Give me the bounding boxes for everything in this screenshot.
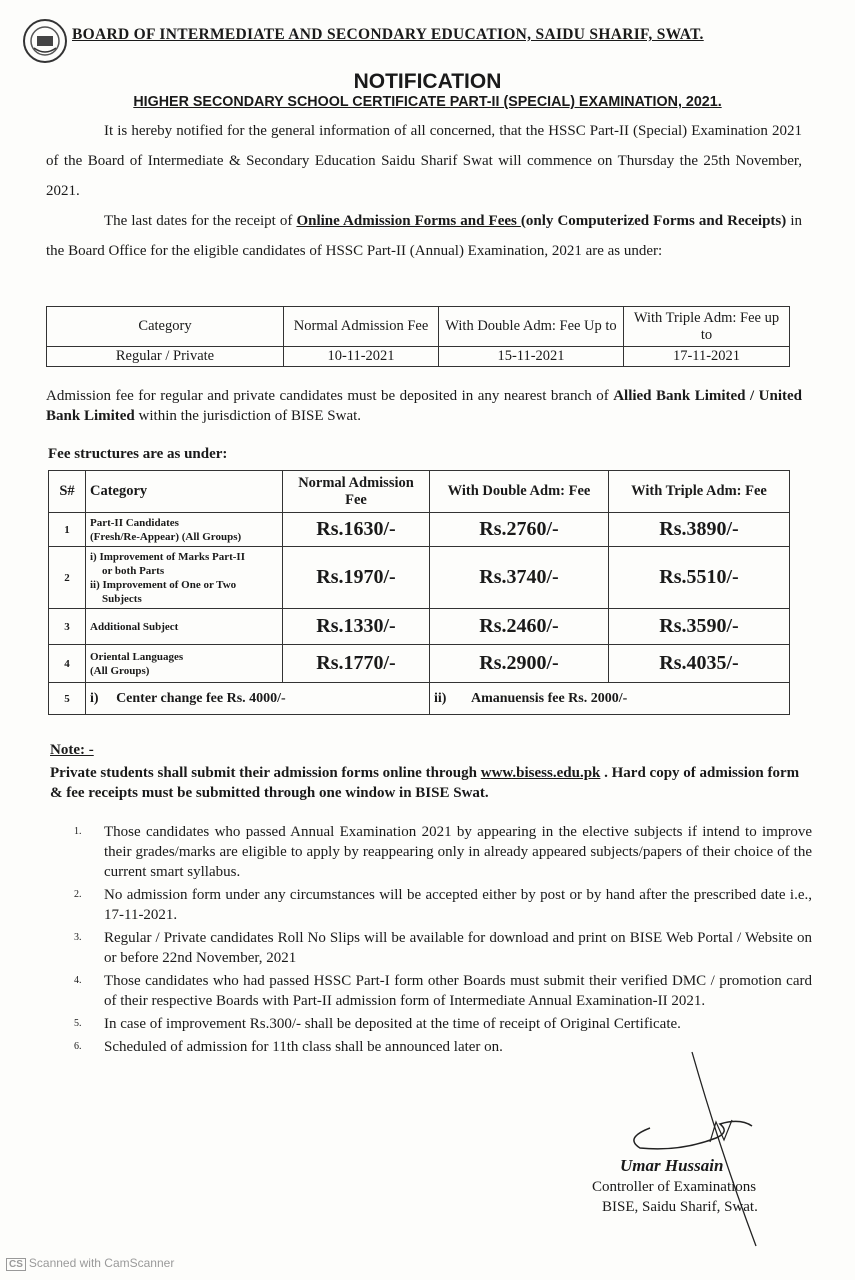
fee-normal: Rs.1330/- <box>283 609 430 645</box>
camscanner-logo-icon: CS <box>6 1258 26 1271</box>
fee-category <box>86 513 283 547</box>
instructions-list <box>50 822 812 1060</box>
signatory-designation: Controller of Examinations <box>592 1179 757 1195</box>
fee-sn: 1 <box>49 513 86 547</box>
note-text-a: Private students shall submit their admission forms online through <box>50 765 481 781</box>
center-change-fee <box>86 683 430 715</box>
fee-heading: Fee structures are as under: <box>48 446 228 462</box>
camscanner-text: Scanned with CamScanner <box>28 1256 175 1270</box>
list-item-text: Those candidates who passed Annual Examination 2021 by appearing in the elective subjects if intend to improve their grades/marks are eligible to apply by reappearing only in already appeared subjects/papers of their choice of the current smart syllabus. <box>104 824 812 880</box>
fee-sn: 5 <box>49 683 86 715</box>
fee-double: Rs.3740/- <box>430 547 609 609</box>
dates-cell-triple: 17-11-2021 <box>624 347 790 367</box>
intro-paragraph-2 <box>46 206 802 266</box>
fee-table-row <box>49 645 790 683</box>
fee-table-header-row <box>49 471 790 513</box>
fee-category-line: Part-II Candidates <box>90 516 179 529</box>
dates-header-normal: Normal Admission Fee <box>284 307 439 347</box>
intro-p2-text-a: The last dates for the receipt of <box>104 213 297 229</box>
dates-header-triple: With Triple Adm: Fee up to <box>624 307 790 347</box>
dates-table-header-row <box>47 307 790 347</box>
bank-names: Allied Bank Limited / United Bank Limited <box>46 388 803 424</box>
signature-stroke <box>690 1050 760 1250</box>
list-item-number: 1. <box>74 826 82 837</box>
fee-header-triple: With Triple Adm: Fee <box>609 471 790 513</box>
fee-double: Rs.2760/- <box>430 513 609 547</box>
center-change-text: Center change fee Rs. 4000/- <box>116 690 286 706</box>
amanuensis-fee <box>430 683 790 715</box>
fee-normal: Rs.1630/- <box>283 513 430 547</box>
intro-paragraph-1: It is hereby notified for the general information of all concerned, that the HSSC Part-II (Special) Examination 2021 of the Board of Intermediate & Secondary Education Saidu Sharif Swat will commence on Thursday the 25th November, 2021. <box>46 123 802 199</box>
intro-section <box>46 116 802 266</box>
fee-category-line: i) Improvement of Marks Part-II <box>90 550 245 563</box>
fee-category-line: Additional Subject <box>90 620 179 633</box>
fee-category-line: Subjects <box>102 592 142 605</box>
intro-p2-text-c: in the Board Office for the eligible candidates of HSSC Part-II (Annual) Examination, 2021 are as under: <box>46 213 802 259</box>
camscanner-watermark <box>6 1256 174 1270</box>
fee-category-line: (All Groups) <box>90 664 150 677</box>
fee-triple: Rs.3890/- <box>609 513 790 547</box>
list-item-number: 2. <box>74 889 82 900</box>
page-title: NOTIFICATION <box>353 70 502 93</box>
list-item <box>50 928 812 968</box>
list-item <box>50 822 812 882</box>
fee-header-sn: S# <box>49 471 86 513</box>
fee-header-normal: Normal Admission Fee <box>283 471 430 513</box>
fee-table-row <box>49 547 790 609</box>
page-subtitle: HIGHER SECONDARY SCHOOL CERTIFICATE PART-II (SPECIAL) EXAMINATION, 2021. <box>133 94 722 110</box>
fee-normal: Rs.1970/- <box>283 547 430 609</box>
fee-table-last-row <box>49 683 790 715</box>
list-item-text: No admission form under any circumstances will be accepted either by post or by hand after the prescribed date i.e., 17-11-2021. <box>104 887 812 923</box>
list-item-number: 4. <box>74 975 82 986</box>
fee-triple: Rs.5510/- <box>609 547 790 609</box>
list-item-number: 6. <box>74 1041 82 1052</box>
fee-double: Rs.2900/- <box>430 645 609 683</box>
fee-category <box>86 645 283 683</box>
fee-sn: 3 <box>49 609 86 645</box>
fee-table-row <box>49 609 790 645</box>
fee-category-line: ii) Improvement of One or Two <box>90 578 237 591</box>
fee-sn: 2 <box>49 547 86 609</box>
signatory-block <box>592 1177 758 1217</box>
dates-cell-normal: 10-11-2021 <box>284 347 439 367</box>
bank-note <box>46 386 802 426</box>
board-logo <box>22 18 68 64</box>
website-link[interactable]: www.bisess.edu.pk <box>480 765 601 781</box>
list-item-number: 3. <box>74 932 82 943</box>
intro-p2-bold-b: (only Computerized Forms and Receipts) <box>520 213 787 229</box>
bank-note-text-b: within the jurisdiction of BISE Swat. <box>134 408 362 424</box>
fee-normal: Rs.1770/- <box>283 645 430 683</box>
item-i-label: i) <box>90 690 99 706</box>
fee-sn: 4 <box>49 645 86 683</box>
dates-header-double: With Double Adm: Fee Up to <box>439 307 624 347</box>
fee-triple: Rs.3590/- <box>609 609 790 645</box>
fee-category-line: (Fresh/Re-Appear) (All Groups) <box>90 530 242 543</box>
fee-table-row <box>49 513 790 547</box>
list-item <box>50 971 812 1011</box>
note-title: Note: - <box>50 742 94 758</box>
list-item-text: In case of improvement Rs.300/- shall be deposited at the time of receipt of Original Certificate. <box>104 1016 681 1032</box>
bank-note-text-a: Admission fee for regular and private candidates must be deposited in any nearest branch of <box>46 388 614 404</box>
dates-header-category: Category <box>47 307 284 347</box>
signatory-name: Umar Hussain <box>620 1156 724 1175</box>
fee-category-line: Oriental Languages <box>90 650 184 663</box>
item-ii-label: ii) <box>434 690 447 706</box>
signatory-office: BISE, Saidu Sharif, Swat. <box>602 1199 758 1215</box>
board-name: BOARD OF INTERMEDIATE AND SECONDARY EDUCATION, SAIDU SHARIF, SWAT. <box>72 26 704 43</box>
dates-cell-category: Regular / Private <box>47 347 284 367</box>
fee-header-category: Category <box>86 471 283 513</box>
fee-double: Rs.2460/- <box>430 609 609 645</box>
list-item-text: Those candidates who had passed HSSC Part-I form other Boards must submit their verified DMC / promotion card of their respective Boards with Part-II admission form of Intermediate Annual Examination-II 2021. <box>104 973 812 1009</box>
note-body <box>50 763 814 803</box>
intro-p2-bold: Online Admission Forms and Fees <box>296 213 521 229</box>
fee-triple: Rs.4035/- <box>609 645 790 683</box>
list-item-text: Regular / Private candidates Roll No Slips will be available for download and print on BISE Web Portal / Website on or before 22nd November, 2021 <box>104 930 812 966</box>
dates-cell-double: 15-11-2021 <box>439 347 624 367</box>
fee-category-line: or both Parts <box>102 564 165 577</box>
list-item <box>50 885 812 925</box>
list-item-text: Scheduled of admission for 11th class shall be announced later on. <box>104 1039 503 1055</box>
fee-category <box>86 547 283 609</box>
fee-header-double: With Double Adm: Fee <box>430 471 609 513</box>
fee-category <box>86 609 283 645</box>
list-item-number: 5. <box>74 1018 82 1029</box>
note-text-b: . Hard copy of admission form & fee receipts must be submitted through one window in BISE Swat. <box>50 765 800 801</box>
amanuensis-text: Amanuensis fee Rs. 2000/- <box>470 690 628 706</box>
dates-table-row <box>47 347 790 367</box>
list-item <box>50 1014 812 1034</box>
dates-table <box>46 306 790 367</box>
fee-table <box>48 470 790 715</box>
